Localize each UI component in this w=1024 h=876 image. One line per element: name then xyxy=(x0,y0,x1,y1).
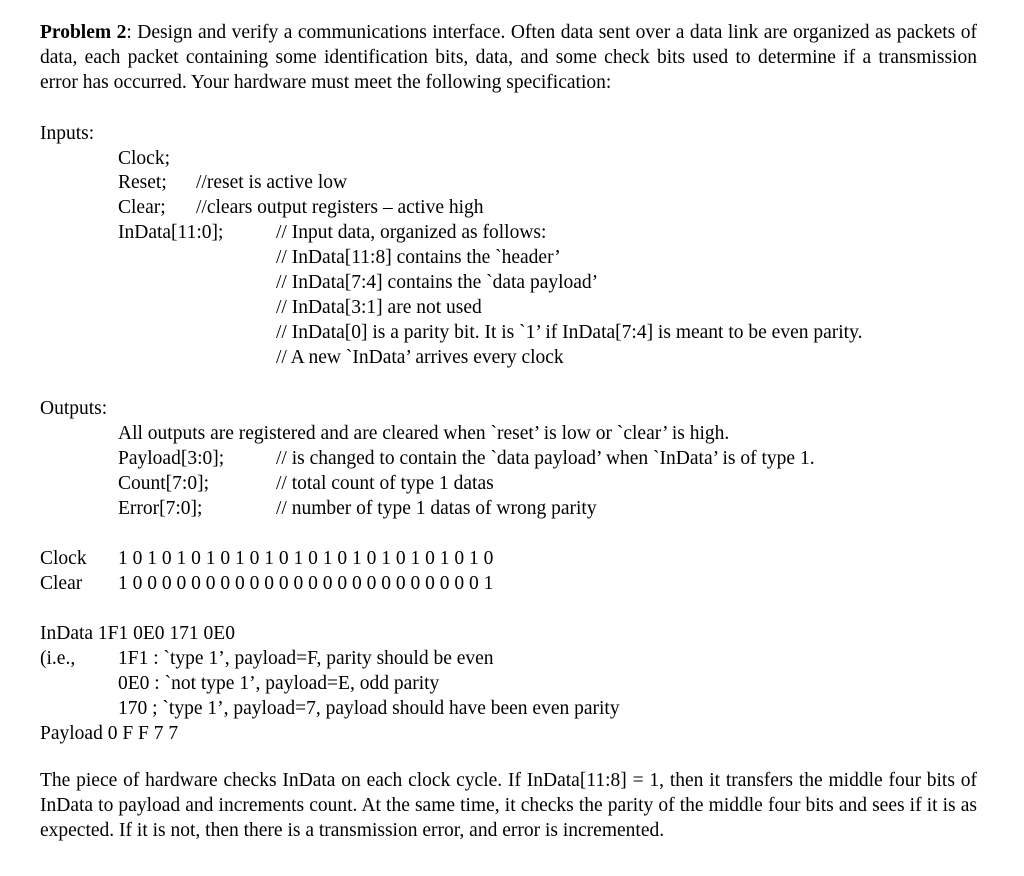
input-reset: Reset; xyxy=(118,172,167,193)
output-payload: Payload[3:0]; xyxy=(118,448,225,469)
waveform-clock-bits: 1 0 1 0 1 0 1 0 1 0 1 0 1 0 1 0 1 0 1 0 1 0 1 0 1 0 xyxy=(118,548,494,569)
input-reset-comment: //reset is active low xyxy=(196,172,348,193)
example-explanation: 1F1 : `type 1’, payload=F, parity should be even xyxy=(118,648,494,669)
input-indata: InData[11:0]; xyxy=(118,222,224,243)
waveform-clear-bits: 1 0 0 0 0 0 0 0 0 0 0 0 0 0 0 0 0 0 0 0 0 0 0 0 0 1 xyxy=(118,573,494,594)
indata-comment: // InData[11:8] contains the `header’ xyxy=(276,247,561,268)
outputs-note: All outputs are registered and are cleared when `reset’ is low or `clear’ is high. xyxy=(118,423,730,444)
inputs-heading: Inputs: xyxy=(40,123,95,144)
output-payload-comment: // is changed to contain the `data payload’ when `InData’ is of type 1. xyxy=(276,448,815,469)
output-count-comment: // total count of type 1 datas xyxy=(276,473,494,494)
hardware-description: The piece of hardware checks InData on each clock cycle. If InData[11:8] = 1, then it transfers the middle four bits of InData to payload and increments count. At the same time, it checks the parity of the middle four bits and sees if it is as expected. If it is not, then there is a transmission error, and error is incremented. xyxy=(40,770,977,841)
example-payload: Payload 0 F F 7 7 xyxy=(40,723,179,744)
problem-intro: : Design and verify a communications interface. Often data sent over a data link are organized as packets of data, each packet containing some identification bits, data, and some check bits used to determine if a transmission error has occurred. Your hardware must meet the following specification: xyxy=(40,22,977,93)
output-error: Error[7:0]; xyxy=(118,498,203,519)
example-indata: InData 1F1 0E0 171 0E0 xyxy=(40,623,235,644)
problem-statement xyxy=(40,20,977,95)
indata-comment: // Input data, organized as follows: xyxy=(276,222,547,243)
example-ie: (i.e., xyxy=(40,648,76,669)
indata-comment: // InData[7:4] contains the `data payload’ xyxy=(276,272,599,293)
example-explanation: 0E0 : `not type 1’, payload=E, odd parity xyxy=(118,673,440,694)
example-explanation: 170 ; `type 1’, payload=7, payload should have been even parity xyxy=(118,698,620,719)
output-error-comment: // number of type 1 datas of wrong parity xyxy=(276,498,597,519)
input-clock: Clock; xyxy=(118,148,170,169)
waveform-clock-label: Clock xyxy=(40,548,87,569)
waveform-clear-label: Clear xyxy=(40,573,83,594)
input-clear: Clear; xyxy=(118,197,166,218)
indata-comment: // InData[0] is a parity bit. It is `1’ if InData[7:4] is meant to be even parity. xyxy=(276,322,863,343)
input-clear-comment: //clears output registers – active high xyxy=(196,197,484,218)
problem-label: Problem 2 xyxy=(40,22,127,43)
output-count: Count[7:0]; xyxy=(118,473,209,494)
indata-comment: // InData[3:1] are not used xyxy=(276,297,482,318)
indata-comment: // A new `InData’ arrives every clock xyxy=(276,347,564,368)
outputs-heading: Outputs: xyxy=(40,398,108,419)
